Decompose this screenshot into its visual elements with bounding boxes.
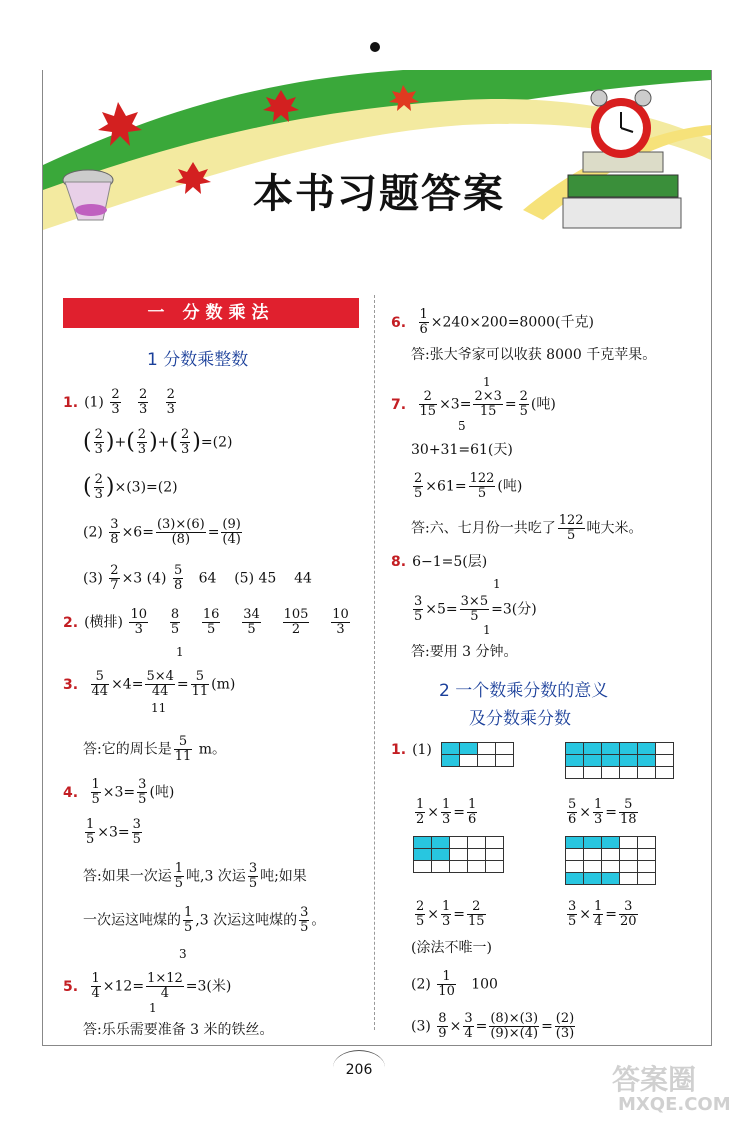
equation-4: $\frac{3}{5}$ × $\frac{1}{4}$ = $\frac{3}{20}$ — [568, 899, 637, 929]
cancel-top-3: 1 — [176, 645, 184, 659]
top-dot — [370, 42, 380, 52]
cancel-bottom-3: 11 — [151, 701, 167, 715]
answer-1-line-3: ( $\frac{2}{3}$ )×(3)=(2) — [83, 472, 178, 502]
equation-3: $\frac{2}{5}$ × $\frac{1}{3}$ = $\frac{2}{15}$ — [416, 899, 485, 929]
cancel-top-7: 1 — [483, 375, 491, 389]
subsection-title-2: 2 一个数乘分数的意义 — [439, 681, 609, 701]
answer-5: 5. $\frac{1}{4}$ ×12= $\frac{1\times 12}{4}$ =3(米) — [63, 971, 232, 1001]
equation-1: $\frac{1}{2}$ × $\frac{1}{3}$ = $\frac{1}{6}$ — [416, 797, 477, 827]
answer-r2: (2) $\frac{1}{10}$ 100 — [411, 969, 498, 999]
answer-8-line-2: $\frac{3}{5}$ ×5= $\frac{3\times 5}{5}$ =3(分) — [414, 594, 537, 624]
fraction-grid-4 — [565, 836, 656, 885]
answer-page — [42, 70, 712, 1046]
answer-4-line-1: 4. $\frac{1}{5}$ ×3= $\frac{3}{5}$ (吨) — [63, 777, 175, 807]
equation-2: $\frac{5}{6}$ × $\frac{1}{3}$ = $\frac{5}{18}$ — [568, 797, 637, 827]
answer-2: 2. (横排) $\frac{10}{3}$ $\frac{8}{5}$ $\frac{16}{5}$ $\frac{34}{5}$ $\frac{105}{2}$ $\frac{10}{3}$ — [63, 607, 349, 637]
answer-7-line-1: 7. $\frac{2}{15}$ ×3= $\frac{2\times 3}{15}$ = $\frac{2}{5}$ (吨) — [391, 389, 556, 419]
answer-8-text: 答:要用 3 分钟。 — [411, 644, 518, 660]
note: (涂法不唯一) — [411, 940, 492, 956]
answer-1-line-2: ( $\frac{2}{3}$ )+( $\frac{2}{3}$ )+( $\frac{2}{3}$ )=(2) — [83, 427, 233, 457]
answer-5-text: 答:乐乐需要准备 3 米的铁丝。 — [83, 1022, 274, 1038]
answer-6: 6. $\frac{1}{6}$ ×240×200=8000(千克) — [391, 307, 594, 337]
answer-6-text: 答:张大爷家可以收获 8000 千克苹果。 — [411, 347, 657, 363]
fraction-grid-3 — [413, 836, 504, 873]
cancel-top-8: 1 — [493, 577, 501, 591]
watermark-url: MXQE.COM — [618, 1094, 731, 1115]
watermark-logo: 答案圈 — [612, 1063, 697, 1096]
cancel-bottom-7: 5 — [458, 419, 466, 433]
answer-8-line-1: 8. 6−1=5(层) — [391, 554, 488, 570]
books-icon — [563, 152, 681, 228]
answer-7-line-3: $\frac{2}{5}$ ×61= $\frac{122}{5}$ (吨) — [414, 471, 523, 501]
fraction-grid-1 — [441, 742, 514, 767]
cancel-bottom-8: 1 — [483, 623, 491, 637]
page-number: 206 — [333, 1050, 385, 1085]
alarm-clock-icon — [591, 90, 651, 158]
subsection-title-2b: 及分数乘分数 — [469, 709, 571, 729]
answer-1-line-1: 1. (1) $\frac{2}{3}$ $\frac{2}{3}$ $\frac{2}{3}$ — [63, 387, 175, 417]
section-heading: 一 分数乘法 — [63, 298, 359, 328]
answer-r3: (3) $\frac{8}{9}$ × $\frac{3}{4}$ = $\frac{(8)\times(3)}{(9)\times(4)}$ = $\frac{(2)}{(3)}$ — [411, 1011, 575, 1041]
answer-7-text: 答:六、七月份一共吃了 $\frac{122}{5}$ 吨大米。 — [411, 513, 643, 543]
fraction-grid-2 — [565, 742, 674, 779]
page-title: 本书习题答案 — [253, 171, 505, 217]
answer-7-line-2: 30+31=61(天) — [411, 442, 513, 458]
answer-r1-label: 1. (1) — [391, 742, 432, 758]
answer-1-line-5: (3) $\frac{2}{7}$ ×3 (4) $\frac{5}{8}$ 64 (5) 45 44 — [83, 563, 312, 593]
answer-4-line-2: $\frac{1}{5}$ ×3= $\frac{3}{5}$ — [86, 817, 141, 847]
answer-3: 3. $\frac{5}{44}$ ×4= $\frac{5\times 4}{44}$ = $\frac{5}{11}$ (m) — [63, 669, 236, 699]
subsection-title: 1 分数乘整数 — [147, 350, 249, 370]
column-divider — [374, 295, 375, 1030]
answer-1-line-4: (2) $\frac{3}{8}$ ×6= $\frac{(3)\times(6)}{(8)}$ = $\frac{(9)}{(4)}$ — [83, 517, 241, 547]
answer-3-text: 答:它的周长是 $\frac{5}{11}$ m。 — [83, 734, 226, 764]
cancel-top-5: 3 — [179, 947, 187, 961]
cancel-bottom-5: 1 — [149, 1001, 157, 1015]
answer-4-text-2: 一次运这吨煤的 $\frac{1}{5}$ ,3 次运这吨煤的 $\frac{3}{5}$ 。 — [83, 905, 326, 935]
answer-4-text-1: 答:如果一次运 $\frac{1}{5}$ 吨,3 次运 $\frac{3}{5}$ 吨;如果 — [83, 861, 307, 891]
